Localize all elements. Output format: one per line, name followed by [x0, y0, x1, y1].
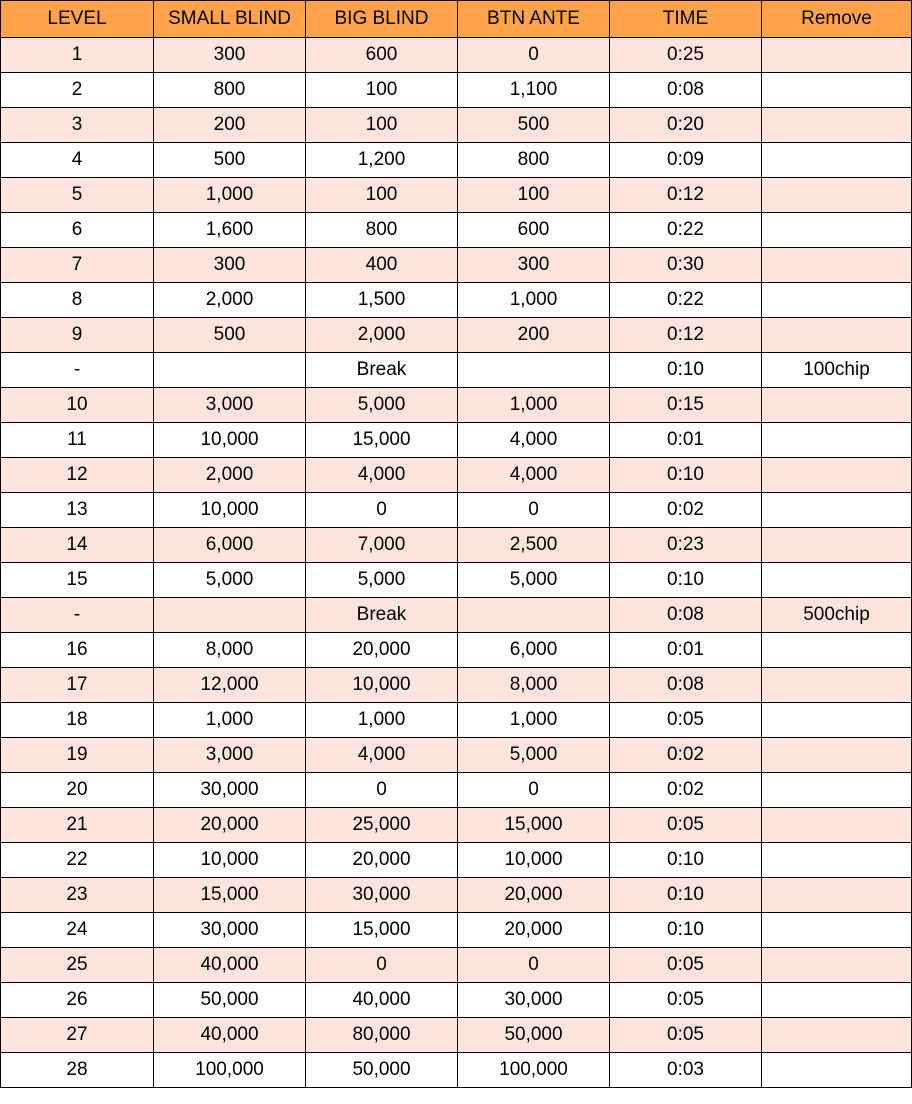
btn-ante-cell: 20,000 [458, 878, 610, 913]
btn-ante-cell: 100 [458, 178, 610, 213]
small-blind-cell: 5,000 [154, 563, 306, 598]
level-cell: 1 [1, 38, 154, 73]
table-row [1, 213, 912, 248]
big-blind-cell: 100 [306, 108, 458, 143]
big-blind-cell: 20,000 [306, 843, 458, 878]
small-blind-cell: 1,000 [154, 178, 306, 213]
level-cell: 2 [1, 73, 154, 108]
time-cell: 0:05 [610, 1018, 762, 1053]
time-cell: 0:23 [610, 528, 762, 563]
remove-cell [762, 983, 912, 1018]
small-blind-cell: 8,000 [154, 633, 306, 668]
btn-ante-cell [458, 598, 610, 633]
time-cell: 0:12 [610, 178, 762, 213]
table-row [1, 703, 912, 738]
time-cell: 0:25 [610, 38, 762, 73]
time-cell: 0:22 [610, 213, 762, 248]
level-cell: 23 [1, 878, 154, 913]
small-blind-cell: 300 [154, 248, 306, 283]
table-row [1, 983, 912, 1018]
level-cell: 4 [1, 143, 154, 178]
header-big-blind: BIG BLIND [306, 1, 458, 38]
big-blind-cell: 1,000 [306, 703, 458, 738]
level-cell: 18 [1, 703, 154, 738]
level-cell: 16 [1, 633, 154, 668]
time-cell: 0:12 [610, 318, 762, 353]
time-cell: 0:05 [610, 808, 762, 843]
level-cell: 24 [1, 913, 154, 948]
small-blind-cell: 10,000 [154, 423, 306, 458]
break-row [1, 598, 912, 633]
btn-ante-cell: 500 [458, 108, 610, 143]
btn-ante-cell: 0 [458, 493, 610, 528]
time-cell: 0:01 [610, 633, 762, 668]
table-row [1, 843, 912, 878]
btn-ante-cell: 2,500 [458, 528, 610, 563]
level-cell: 22 [1, 843, 154, 878]
table-row [1, 1018, 912, 1053]
remove-cell [762, 388, 912, 423]
btn-ante-cell: 0 [458, 948, 610, 983]
level-cell: 7 [1, 248, 154, 283]
time-cell: 0:05 [610, 948, 762, 983]
time-cell: 0:02 [610, 738, 762, 773]
remove-cell [762, 38, 912, 73]
time-cell: 0:08 [610, 73, 762, 108]
big-blind-cell: 40,000 [306, 983, 458, 1018]
small-blind-cell: 10,000 [154, 843, 306, 878]
small-blind-cell: 6,000 [154, 528, 306, 563]
btn-ante-cell: 5,000 [458, 563, 610, 598]
big-blind-cell: 2,000 [306, 318, 458, 353]
big-blind-cell: 5,000 [306, 388, 458, 423]
big-blind-cell: 30,000 [306, 878, 458, 913]
small-blind-cell: 500 [154, 318, 306, 353]
level-cell: 14 [1, 528, 154, 563]
small-blind-cell: 50,000 [154, 983, 306, 1018]
big-blind-cell: Break [306, 353, 458, 388]
table-header [1, 1, 912, 38]
header-remove: Remove [762, 1, 912, 38]
remove-cell [762, 73, 912, 108]
btn-ante-cell: 800 [458, 143, 610, 178]
small-blind-cell: 30,000 [154, 913, 306, 948]
big-blind-cell: 15,000 [306, 423, 458, 458]
time-cell: 0:10 [610, 878, 762, 913]
btn-ante-cell: 0 [458, 773, 610, 808]
remove-cell [762, 633, 912, 668]
time-cell: 0:03 [610, 1053, 762, 1088]
time-cell: 0:10 [610, 843, 762, 878]
time-cell: 0:10 [610, 353, 762, 388]
btn-ante-cell: 0 [458, 38, 610, 73]
remove-cell [762, 1018, 912, 1053]
btn-ante-cell: 50,000 [458, 1018, 610, 1053]
btn-ante-cell [458, 353, 610, 388]
time-cell: 0:10 [610, 913, 762, 948]
small-blind-cell: 15,000 [154, 878, 306, 913]
big-blind-cell: 0 [306, 773, 458, 808]
level-cell: 9 [1, 318, 154, 353]
big-blind-cell: 5,000 [306, 563, 458, 598]
remove-cell [762, 528, 912, 563]
time-cell: 0:09 [610, 143, 762, 178]
remove-cell [762, 423, 912, 458]
level-cell: 12 [1, 458, 154, 493]
remove-cell [762, 563, 912, 598]
small-blind-cell: 100,000 [154, 1053, 306, 1088]
time-cell: 0:08 [610, 598, 762, 633]
table-row [1, 948, 912, 983]
level-cell: 15 [1, 563, 154, 598]
small-blind-cell: 10,000 [154, 493, 306, 528]
time-cell: 0:08 [610, 668, 762, 703]
btn-ante-cell: 15,000 [458, 808, 610, 843]
small-blind-cell [154, 353, 306, 388]
remove-cell [762, 143, 912, 178]
time-cell: 0:02 [610, 773, 762, 808]
small-blind-cell: 3,000 [154, 388, 306, 423]
btn-ante-cell: 4,000 [458, 458, 610, 493]
big-blind-cell: 25,000 [306, 808, 458, 843]
big-blind-cell: 50,000 [306, 1053, 458, 1088]
btn-ante-cell: 1,000 [458, 388, 610, 423]
btn-ante-cell: 5,000 [458, 738, 610, 773]
time-cell: 0:10 [610, 563, 762, 598]
big-blind-cell: 100 [306, 73, 458, 108]
time-cell: 0:22 [610, 283, 762, 318]
remove-cell [762, 948, 912, 983]
big-blind-cell: 1,500 [306, 283, 458, 318]
time-cell: 0:20 [610, 108, 762, 143]
level-cell: 8 [1, 283, 154, 318]
small-blind-cell: 20,000 [154, 808, 306, 843]
remove-cell [762, 878, 912, 913]
level-cell: 17 [1, 668, 154, 703]
level-cell: - [1, 353, 154, 388]
big-blind-cell: 4,000 [306, 738, 458, 773]
big-blind-cell: 4,000 [306, 458, 458, 493]
level-cell: - [1, 598, 154, 633]
small-blind-cell: 2,000 [154, 283, 306, 318]
header-level: LEVEL [1, 1, 154, 38]
table-row [1, 458, 912, 493]
big-blind-cell: 15,000 [306, 913, 458, 948]
remove-cell [762, 668, 912, 703]
remove-cell [762, 213, 912, 248]
small-blind-cell: 40,000 [154, 1018, 306, 1053]
header-row [1, 1, 912, 38]
table-row [1, 283, 912, 318]
btn-ante-cell: 1,000 [458, 703, 610, 738]
small-blind-cell: 1,600 [154, 213, 306, 248]
table-row [1, 1053, 912, 1088]
big-blind-cell: 0 [306, 948, 458, 983]
btn-ante-cell: 8,000 [458, 668, 610, 703]
btn-ante-cell: 1,000 [458, 283, 610, 318]
small-blind-cell: 40,000 [154, 948, 306, 983]
table-row [1, 108, 912, 143]
remove-cell [762, 703, 912, 738]
remove-cell [762, 1053, 912, 1088]
btn-ante-cell: 20,000 [458, 913, 610, 948]
table-row [1, 738, 912, 773]
big-blind-cell: 1,200 [306, 143, 458, 178]
big-blind-cell: 10,000 [306, 668, 458, 703]
btn-ante-cell: 600 [458, 213, 610, 248]
big-blind-cell: 7,000 [306, 528, 458, 563]
big-blind-cell: 20,000 [306, 633, 458, 668]
table-body [1, 38, 912, 1088]
remove-cell [762, 493, 912, 528]
level-cell: 13 [1, 493, 154, 528]
btn-ante-cell: 100,000 [458, 1053, 610, 1088]
btn-ante-cell: 6,000 [458, 633, 610, 668]
small-blind-cell: 200 [154, 108, 306, 143]
remove-cell [762, 773, 912, 808]
btn-ante-cell: 30,000 [458, 983, 610, 1018]
remove-cell [762, 843, 912, 878]
table-row [1, 633, 912, 668]
time-cell: 0:02 [610, 493, 762, 528]
time-cell: 0:15 [610, 388, 762, 423]
remove-cell [762, 318, 912, 353]
level-cell: 28 [1, 1053, 154, 1088]
time-cell: 0:01 [610, 423, 762, 458]
table-row [1, 38, 912, 73]
table-row [1, 528, 912, 563]
remove-cell [762, 913, 912, 948]
table-row [1, 493, 912, 528]
big-blind-cell: 600 [306, 38, 458, 73]
remove-cell [762, 458, 912, 493]
remove-cell [762, 178, 912, 213]
level-cell: 21 [1, 808, 154, 843]
table-row [1, 73, 912, 108]
small-blind-cell: 800 [154, 73, 306, 108]
small-blind-cell [154, 598, 306, 633]
big-blind-cell: 100 [306, 178, 458, 213]
time-cell: 0:05 [610, 703, 762, 738]
remove-cell [762, 108, 912, 143]
table-row [1, 808, 912, 843]
level-cell: 6 [1, 213, 154, 248]
table-row [1, 668, 912, 703]
table-row [1, 248, 912, 283]
time-cell: 0:30 [610, 248, 762, 283]
table-row [1, 563, 912, 598]
table-row [1, 143, 912, 178]
big-blind-cell: 400 [306, 248, 458, 283]
time-cell: 0:05 [610, 983, 762, 1018]
big-blind-cell: 0 [306, 493, 458, 528]
remove-cell [762, 808, 912, 843]
remove-cell [762, 738, 912, 773]
btn-ante-cell: 1,100 [458, 73, 610, 108]
small-blind-cell: 30,000 [154, 773, 306, 808]
level-cell: 11 [1, 423, 154, 458]
btn-ante-cell: 10,000 [458, 843, 610, 878]
time-cell: 0:10 [610, 458, 762, 493]
break-row [1, 353, 912, 388]
remove-cell: 500chip [762, 598, 912, 633]
table-row [1, 423, 912, 458]
remove-cell [762, 283, 912, 318]
big-blind-cell: Break [306, 598, 458, 633]
level-cell: 25 [1, 948, 154, 983]
level-cell: 26 [1, 983, 154, 1018]
table-row [1, 318, 912, 353]
remove-cell [762, 248, 912, 283]
table-row [1, 773, 912, 808]
small-blind-cell: 12,000 [154, 668, 306, 703]
header-small-blind: SMALL BLIND [154, 1, 306, 38]
level-cell: 20 [1, 773, 154, 808]
level-cell: 10 [1, 388, 154, 423]
level-cell: 5 [1, 178, 154, 213]
small-blind-cell: 300 [154, 38, 306, 73]
small-blind-cell: 3,000 [154, 738, 306, 773]
remove-cell: 100chip [762, 353, 912, 388]
header-btn-ante: BTN ANTE [458, 1, 610, 38]
header-time: TIME [610, 1, 762, 38]
big-blind-cell: 80,000 [306, 1018, 458, 1053]
level-cell: 27 [1, 1018, 154, 1053]
small-blind-cell: 500 [154, 143, 306, 178]
btn-ante-cell: 4,000 [458, 423, 610, 458]
big-blind-cell: 800 [306, 213, 458, 248]
table-row [1, 913, 912, 948]
table-row [1, 178, 912, 213]
small-blind-cell: 2,000 [154, 458, 306, 493]
btn-ante-cell: 300 [458, 248, 610, 283]
small-blind-cell: 1,000 [154, 703, 306, 738]
level-cell: 3 [1, 108, 154, 143]
table-row [1, 388, 912, 423]
btn-ante-cell: 200 [458, 318, 610, 353]
level-cell: 19 [1, 738, 154, 773]
table-row [1, 878, 912, 913]
